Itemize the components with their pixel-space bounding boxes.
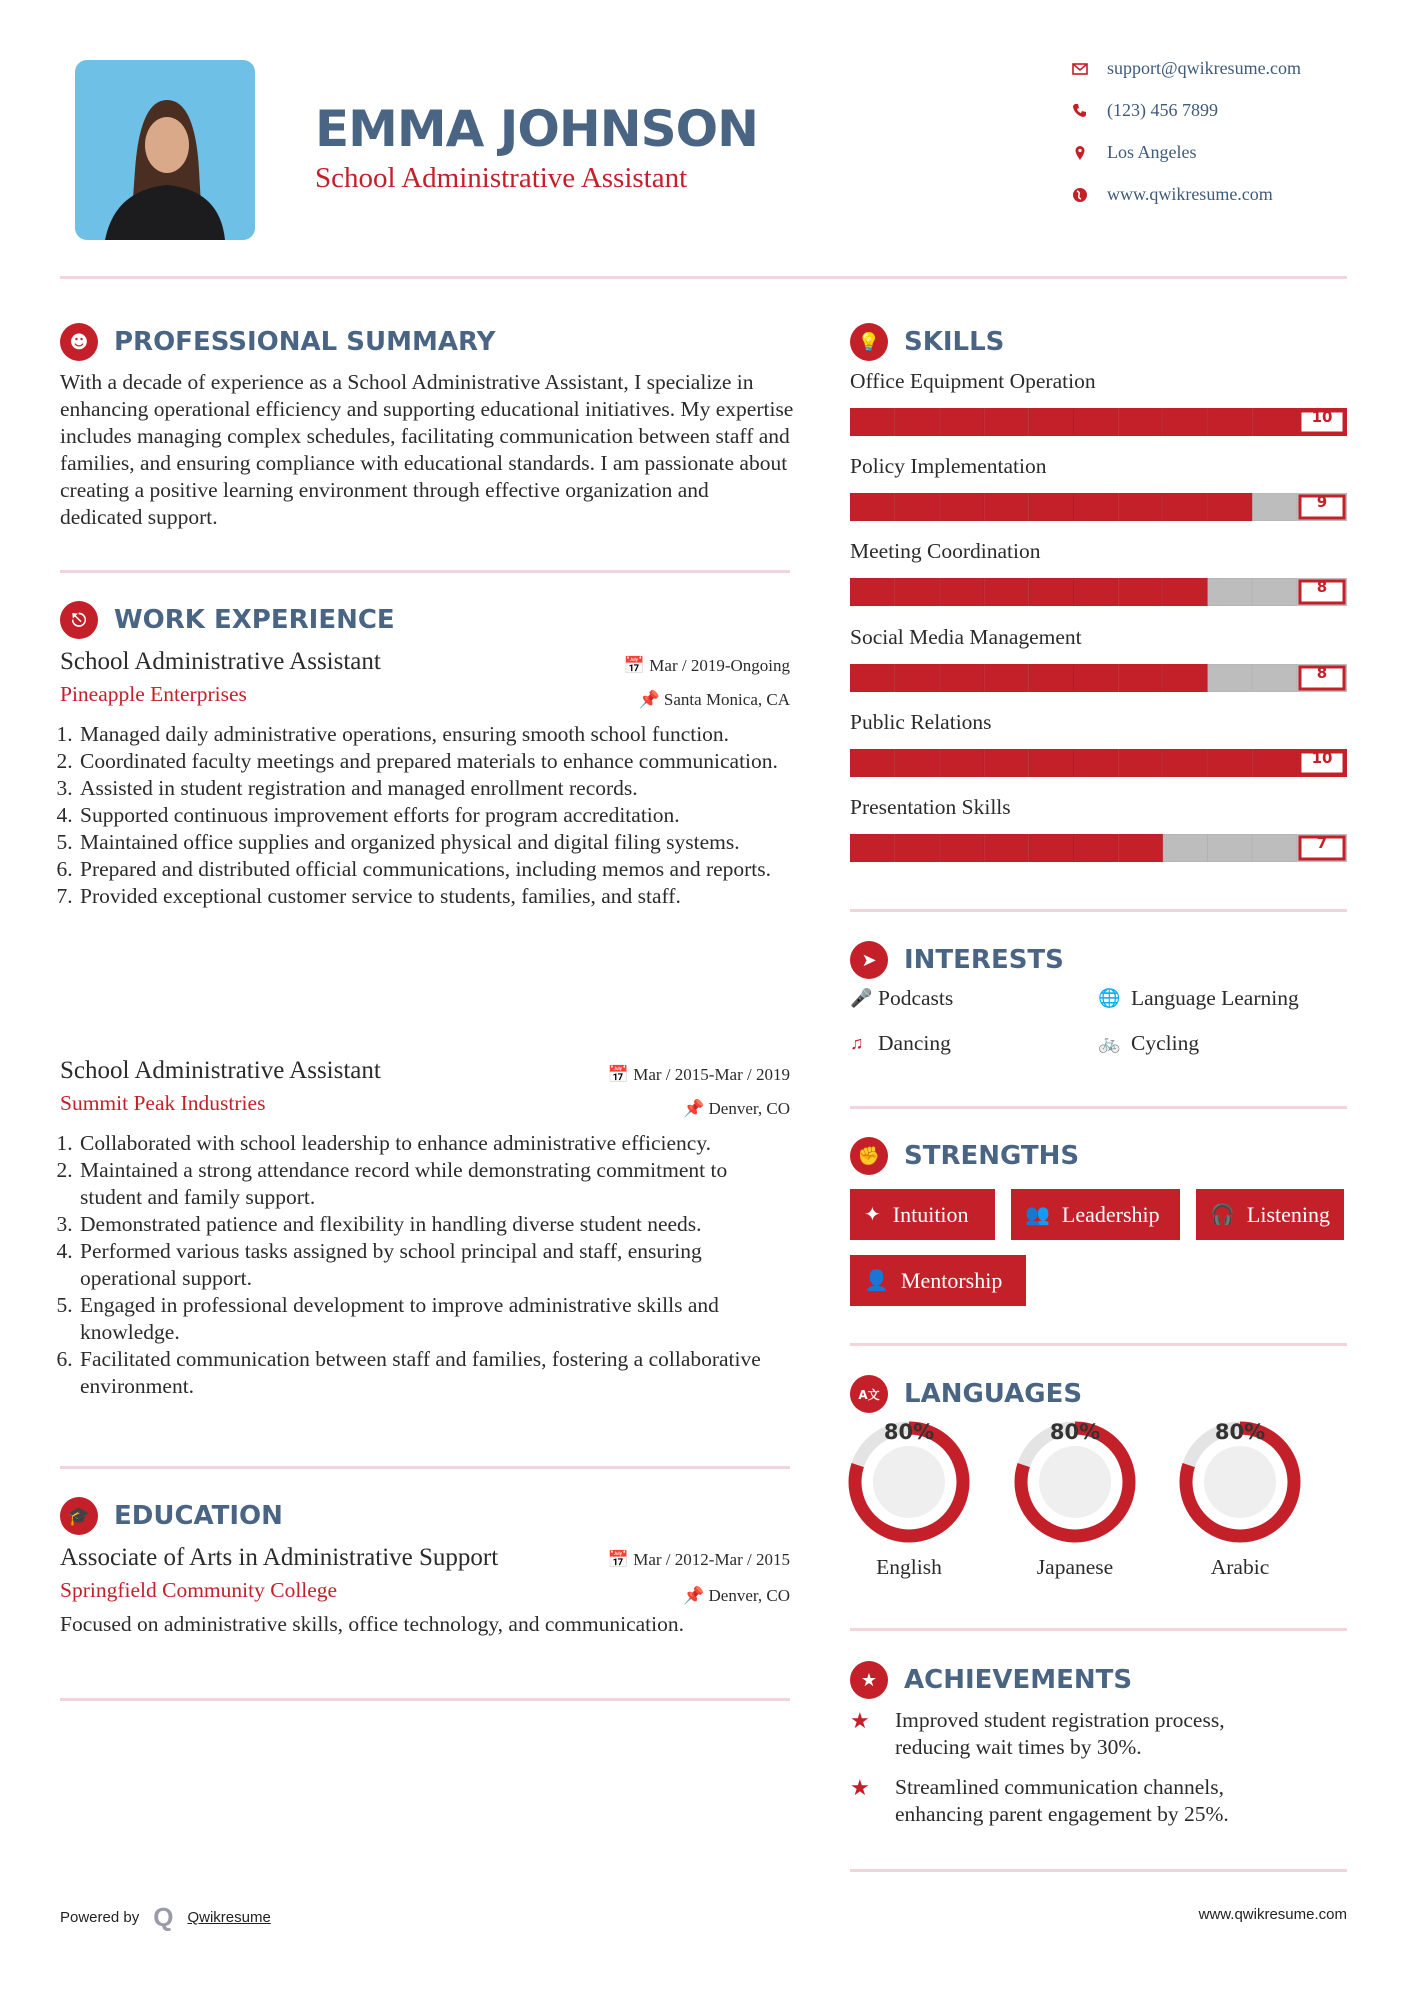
achievements-heading-text: ACHIEVEMENTS [904, 1665, 1133, 1695]
qwikresume-logo-icon: Q [153, 1902, 174, 1932]
skill-bar [850, 834, 1347, 862]
skill-bar-segment [895, 493, 940, 521]
bullet: 3. Assisted in student registration and managed enrollment records. [78, 775, 790, 802]
languages-divider [850, 1628, 1347, 1631]
lightbulb-icon: 💡 [850, 323, 888, 361]
education-dates: 📅 Mar / 2012-Mar / 2015 [607, 1550, 790, 1569]
magic-wand-icon: ✦ [864, 1204, 881, 1226]
candidate-name: EMMA JOHNSON [315, 100, 758, 158]
job-entry [60, 1057, 790, 1400]
skill-bar-segment [850, 493, 895, 521]
skill-bar [850, 408, 1347, 436]
language-label: English [876, 1555, 942, 1579]
contact-website-text: www.qwikresume.com [1107, 184, 1273, 204]
footer-powered [60, 1902, 271, 1933]
strength-tag: 🎧 Listening [1196, 1189, 1344, 1240]
strength-tag: ✦ Intuition [850, 1189, 995, 1240]
skill-bar-segment [895, 749, 940, 777]
skill-bar-segment [1118, 664, 1163, 692]
skill-bar-segment [1252, 749, 1297, 777]
contact-location-text: Los Angeles [1107, 142, 1197, 162]
bullet: 4. Supported continuous improvement efforts for program accreditation. [78, 802, 790, 829]
strengths-heading-text: STRENGTHS [904, 1141, 1080, 1171]
graduate-icon: 🎓 [60, 1497, 98, 1535]
skill-score: 10 [1311, 408, 1333, 426]
pin-icon: 📌 [683, 1099, 709, 1118]
skill-bar-segment [850, 578, 895, 606]
language-percent: 80% [1049, 1420, 1101, 1444]
users-icon: 👥 [1025, 1204, 1050, 1226]
phone-icon [1072, 103, 1088, 119]
globe-icon [1072, 187, 1088, 203]
summary-divider [60, 570, 790, 573]
skill-label: Social Media Management [850, 624, 1082, 649]
skill-bar-segment [939, 493, 984, 521]
profile-photo [75, 60, 255, 240]
donut-center [1039, 1446, 1111, 1518]
skill-bar-segment [984, 834, 1029, 862]
skill-bar-segment [984, 578, 1029, 606]
bullet: 1. Collaborated with school leadership to enhance administrative efficiency. [78, 1130, 790, 1157]
paper-plane-icon: ➤ [850, 941, 888, 979]
skill-bar-segment [895, 408, 940, 436]
languages-heading-text: LANGUAGES [904, 1379, 1083, 1409]
job-location: 📌 Santa Monica, CA [638, 690, 790, 709]
skill-bar [850, 493, 1347, 521]
skill-label: Public Relations [850, 709, 992, 734]
job-dates: 📅 Mar / 2019-Ongoing [623, 656, 790, 675]
pin-icon: 📌 [683, 1586, 709, 1605]
school-name: Springfield Community College [60, 1578, 338, 1602]
contact-website[interactable] [1072, 184, 1273, 205]
interest-item: 🌐 Language Learning [1098, 986, 1299, 1010]
skill-bar-segment [984, 493, 1029, 521]
skill-score: 8 [1316, 663, 1328, 682]
education-location: 📌 Denver, CO [683, 1586, 790, 1605]
language-label: Japanese [1036, 1555, 1114, 1579]
skill-bar-segment [850, 834, 895, 862]
bullet: 1. Managed daily administrative operations, ensuring smooth school function. [78, 721, 790, 748]
donut-center [873, 1446, 945, 1518]
achievement-item: ★ Streamlined communication channels, enhancing parent engagement by 25%. [850, 1775, 1229, 1826]
skill-bar-segment [1252, 834, 1297, 862]
interests-heading [850, 941, 1064, 979]
skill-bar-segment [1163, 834, 1208, 862]
bullet: 2. Maintained a strong attendance record while demonstrating commitment to student and family support. [78, 1157, 790, 1211]
music-icon: ♫ [850, 1033, 864, 1053]
skill-bar-segment [1163, 578, 1208, 606]
skills-divider [850, 909, 1347, 912]
skill-bar-segment [1208, 664, 1253, 692]
skill-bar-segment [939, 834, 984, 862]
skill-bar-segment [850, 749, 895, 777]
language-donut [847, 1420, 971, 1544]
skill-bar [850, 749, 1347, 777]
bullet: 5. Engaged in professional development to improve administrative skills and knowledge. [78, 1292, 790, 1346]
bicycle-icon: 🚲 [1098, 1033, 1121, 1053]
globe-icon: 🌐 [1098, 988, 1121, 1008]
education-heading-text: EDUCATION [114, 1501, 283, 1531]
strength-tag: 👤 Mentorship [850, 1255, 1026, 1306]
summary-heading [60, 323, 495, 361]
skill-bar-segment [1208, 749, 1253, 777]
calendar-icon: 📅 [623, 656, 650, 675]
interests-divider [850, 1106, 1347, 1109]
skill-bar-segment [1118, 578, 1163, 606]
education-divider [60, 1698, 790, 1701]
bullet: 6. Facilitated communication between staff and families, fostering a collaborative environment. [78, 1346, 790, 1400]
job-company: Pineapple Enterprises [60, 682, 247, 706]
bullet: 7. Provided exceptional customer service to students, families, and staff. [78, 883, 790, 910]
skill-bar-segment [939, 408, 984, 436]
strength-tag: 👥 Leadership [1011, 1189, 1180, 1240]
achievements-divider [850, 1869, 1347, 1872]
education-description: Focused on administrative skills, office technology, and communication. [60, 1612, 684, 1636]
skill-bar-segment [984, 749, 1029, 777]
skill-bar-segment [1118, 749, 1163, 777]
contact-email[interactable] [1072, 58, 1301, 79]
job-company: Summit Peak Industries [60, 1091, 266, 1115]
skill-bar-segment [1074, 493, 1119, 521]
skill-bar-segment [1163, 408, 1208, 436]
footer-website[interactable]: www.qwikresume.com [1198, 1906, 1347, 1923]
candidate-title: School Administrative Assistant [315, 162, 688, 194]
skill-bar-segment [1208, 834, 1253, 862]
summary-heading-text: PROFESSIONAL SUMMARY [114, 327, 496, 357]
work-heading-text: WORK EXPERIENCE [114, 605, 395, 635]
skill-bar-segment [939, 664, 984, 692]
job-bullets [60, 1130, 790, 1400]
bullet: 5. Maintained office supplies and organized physical and digital filing systems. [78, 829, 790, 856]
pin-icon: 📌 [638, 690, 664, 709]
strengths-divider [850, 1343, 1347, 1346]
skill-score: 10 [1311, 748, 1333, 767]
fist-icon: ✊ [850, 1137, 888, 1175]
interest-item: 🎤 Podcasts [850, 986, 954, 1010]
contact-email-text: support@qwikresume.com [1107, 58, 1302, 78]
job-entry [60, 648, 790, 910]
skill-score: 9 [1316, 493, 1328, 512]
skill-bar-segment [1029, 578, 1074, 606]
skill-bar-segment [1208, 578, 1253, 606]
strengths-heading [850, 1137, 1079, 1175]
skill-label: Meeting Coordination [850, 539, 1041, 564]
job-title: School Administrative Assistant [60, 648, 381, 675]
skills-heading [850, 323, 1004, 361]
skill-bar [850, 664, 1347, 692]
skill-label: Policy Implementation [850, 454, 1047, 479]
shooting-star-icon: ★ [850, 1775, 870, 1800]
skill-bar-segment [984, 408, 1029, 436]
shooting-star-icon: ★ [850, 1708, 870, 1733]
language-icon: A文 [850, 1375, 888, 1413]
skill-bar-segment [1252, 408, 1297, 436]
envelope-icon [1072, 61, 1088, 77]
skill-bar-segment [1074, 578, 1119, 606]
contact-phone-text: (123) 456 7899 [1107, 100, 1218, 120]
headphones-icon: 🎧 [1210, 1204, 1235, 1226]
skill-bar-segment [1074, 834, 1119, 862]
language-donut [1178, 1420, 1302, 1544]
job-title: School Administrative Assistant [60, 1057, 381, 1084]
skill-bar-segment [1118, 408, 1163, 436]
skill-bar-segment [850, 664, 895, 692]
achievement-item: ★ Improved student registration process, reducing wait times by 30%. [850, 1708, 1225, 1759]
language-percent: 80% [1214, 1420, 1266, 1444]
skill-bar-segment [1163, 664, 1208, 692]
job-location: 📌 Denver, CO [683, 1099, 790, 1118]
work-heading [60, 601, 395, 639]
skill-bar-segment [1074, 749, 1119, 777]
skill-bar-segment [1252, 493, 1297, 521]
language-donut [1013, 1420, 1137, 1544]
bullet: 4. Performed various tasks assigned by school principal and staff, ensuring operational support. [78, 1238, 790, 1292]
skill-bar-segment [895, 578, 940, 606]
chair-icon: ⎋ [60, 601, 98, 639]
skill-bar-segment [939, 578, 984, 606]
calendar-icon: 📅 [607, 1550, 634, 1569]
skill-bar-segment [1163, 493, 1208, 521]
skill-bar-segment [1029, 664, 1074, 692]
user-plus-icon: 👤 [864, 1270, 889, 1292]
bullet: 2. Coordinated faculty meetings and prepared materials to enhance communication. [78, 748, 790, 775]
skill-bar-segment [1029, 408, 1074, 436]
skill-label: Office Equipment Operation [850, 369, 1096, 393]
calendar-icon: 📅 [607, 1065, 634, 1084]
skill-bar [850, 578, 1347, 606]
powered-by-text: Powered by [60, 1909, 140, 1926]
language-percent: 80% [883, 1420, 935, 1444]
interests-heading-text: INTERESTS [904, 945, 1064, 975]
user-icon: ☻ [60, 323, 98, 361]
bullet: 6. Prepared and distributed official communications, including memos and reports. [78, 856, 790, 883]
skill-bar-segment [850, 408, 895, 436]
microphone-icon: 🎤 [850, 988, 873, 1008]
job-bullets [60, 721, 790, 910]
achievements-heading [850, 1661, 1132, 1699]
degree: Associate of Arts in Administrative Support [60, 1544, 499, 1571]
skill-bar-segment [1163, 749, 1208, 777]
skill-bar-segment [1118, 493, 1163, 521]
skill-bar-segment [984, 664, 1029, 692]
star-badge-icon: ★ [850, 1661, 888, 1699]
language-label: Arabic [1210, 1555, 1270, 1579]
bullet: 3. Demonstrated patience and flexibility in handling diverse student needs. [78, 1211, 790, 1238]
skill-bar-segment [1029, 749, 1074, 777]
donut-center [1204, 1446, 1276, 1518]
skill-bar-segment [1252, 578, 1297, 606]
skill-bar-segment [1252, 664, 1297, 692]
skill-score: 8 [1316, 578, 1328, 597]
interest-item: 🚲 Cycling [1098, 1031, 1200, 1055]
skill-bar-segment [1029, 493, 1074, 521]
contact-location [1072, 142, 1197, 163]
skill-label: Presentation Skills [850, 795, 1011, 819]
skill-bar-segment [939, 749, 984, 777]
skill-bar-segment [1074, 664, 1119, 692]
skill-bar-segment [1118, 834, 1163, 862]
job-dates: 📅 Mar / 2015-Mar / 2019 [607, 1065, 790, 1084]
skill-bar-segment [1208, 408, 1253, 436]
interest-item: ♫ Dancing [850, 1031, 951, 1055]
skill-bar-segment [1029, 834, 1074, 862]
skills-heading-text: SKILLS [904, 327, 1005, 357]
skill-score: 7 [1316, 834, 1328, 852]
summary-text: With a decade of experience as a School Administrative Assistant, I specialize in enhancing operational efficiency and supporting educational initiatives. My expertise includes managing complex schedules, facilitating communication between staff and families, and ensuring compliance with educational standards. I am passionate about creating a positive learning environment through effective organization and dedicated support. [60, 370, 794, 529]
languages-heading [850, 1375, 1082, 1413]
skill-bar-segment [1208, 493, 1253, 521]
map-marker-icon [1072, 145, 1088, 161]
skill-bar-segment [895, 834, 940, 862]
contact-phone[interactable] [1072, 100, 1218, 121]
education-entry [60, 1544, 790, 1638]
header-divider [60, 276, 1347, 279]
education-heading [60, 1497, 283, 1535]
qwikresume-link[interactable]: Qwikresume [187, 1909, 271, 1926]
skill-bar-segment [895, 664, 940, 692]
skill-bar-segment [1074, 408, 1119, 436]
work-divider [60, 1466, 790, 1469]
